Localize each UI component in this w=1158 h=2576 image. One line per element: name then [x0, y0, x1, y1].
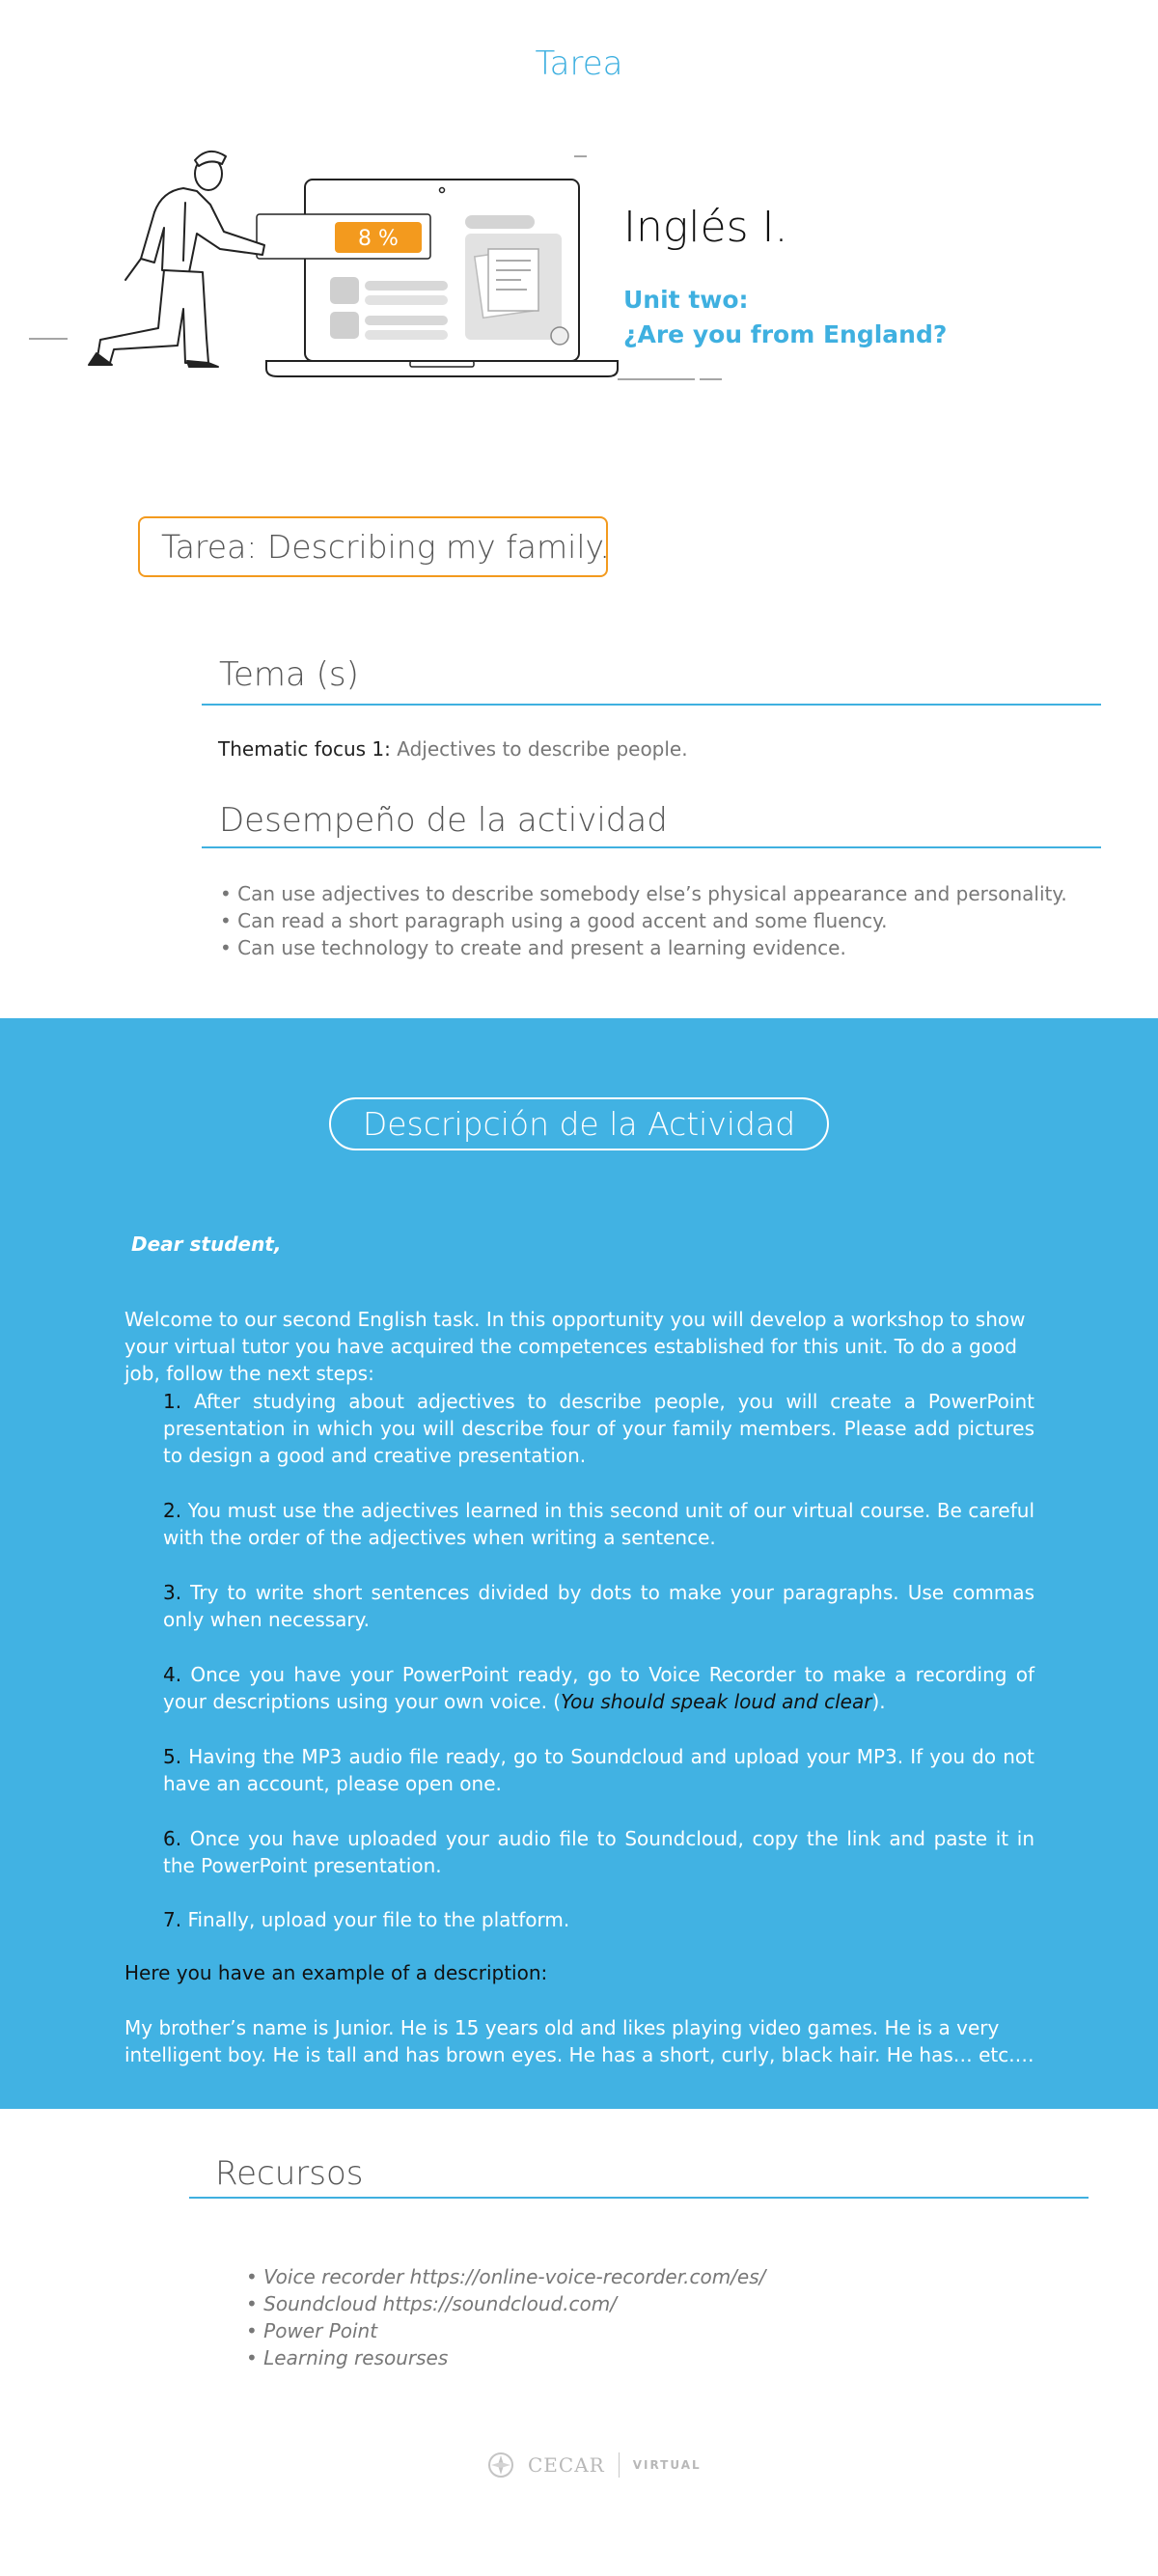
step-number: 4.	[163, 1663, 182, 1686]
step-number: 3.	[163, 1581, 182, 1604]
tema-divider	[202, 704, 1101, 706]
step-2	[163, 1497, 1034, 1551]
step-emphasis: You should speak loud and clear	[561, 1690, 872, 1713]
step-text: Once you have uploaded your audio file to Soundcloud, copy the link and paste it in the PowerPoint presentation.	[163, 1827, 1034, 1877]
list-item: • Soundcloud https://soundcloud.com/	[246, 2292, 618, 2315]
list-item: • Learning resourses	[246, 2346, 449, 2369]
list-item: • Can read a short paragraph using a good accent and some fluency.	[220, 909, 888, 932]
unit-subtitle: ¿Are you from England?	[623, 320, 948, 348]
footer-separator	[619, 2452, 620, 2478]
tema-heading: Tema (s)	[219, 655, 359, 694]
page-title: Tarea	[535, 44, 623, 83]
step-number: 6.	[163, 1827, 182, 1850]
step-5	[163, 1743, 1034, 1797]
step-4	[163, 1661, 1034, 1715]
step-6	[163, 1825, 1034, 1879]
recursos-list	[246, 2263, 765, 2371]
step-7	[163, 1906, 1034, 1933]
example-heading: Here you have an example of a description:	[124, 1961, 548, 1984]
intro-paragraph: Welcome to our second English task. In this opportunity you will develop a workshop to show your virtual tutor you have acquired the competences established for this unit. To do a good job, follow the next steps:	[124, 1308, 1026, 1385]
desempeno-divider	[202, 846, 1101, 848]
list-item: • Voice recorder https://online-voice-recorder.com/es/	[246, 2265, 766, 2288]
step-text: Try to write short sentences divided by dots to make your paragraphs. Use commas only when necessary.	[163, 1581, 1034, 1631]
step-3	[163, 1579, 1034, 1633]
list-item: • Can use adjectives to describe somebody else’s physical appearance and personality.	[220, 882, 1067, 905]
cecar-logo-icon	[487, 2451, 514, 2479]
recursos-heading: Recursos	[215, 2154, 364, 2193]
recursos-divider	[189, 2197, 1089, 2199]
hero-illustration	[19, 135, 753, 405]
desempeno-heading: Desempeño de la actividad	[219, 801, 668, 840]
step-tail: ).	[871, 1690, 886, 1713]
footer-virtual: VIRTUAL	[632, 2458, 702, 2472]
task-title-box: Tarea: Describing my family.	[138, 516, 608, 577]
step-text: Finally, upload your file to the platform.	[181, 1908, 570, 1931]
step-text: After studying about adjectives to describe people, you will create a PowerPoint presentation in which you will describe four of your family members. Please add pictures to design a good and creative presentation.	[163, 1390, 1034, 1467]
unit-label: Unit two:	[623, 286, 749, 314]
step-1	[163, 1388, 1034, 1469]
step-text: You must use the adjectives learned in this second unit of our virtual course. Be careful with the order of the adjectives when writing a sentence.	[163, 1499, 1034, 1549]
focus-value: Adjectives to describe people.	[397, 737, 688, 761]
course-title: Inglés I.	[623, 203, 788, 252]
description-section	[0, 1018, 1158, 2109]
example-text: My brother’s name is Junior. He is 15 years old and likes playing video games. He is a very intelligent boy. He is tall and has brown eyes. He has a short, curly, black hair. He has… etc.…	[124, 2016, 1034, 2066]
focus-key: Thematic focus 1:	[218, 737, 391, 761]
laptop-icon	[266, 180, 618, 376]
list-item: • Power Point	[246, 2319, 378, 2342]
footer-logo	[487, 2451, 702, 2479]
step-number: 2.	[163, 1499, 182, 1522]
progress-label: 8 %	[358, 227, 399, 251]
step-text: Having the MP3 audio file ready, go to Soundcloud and upload your MP3. If you do not have an account, please open one.	[163, 1745, 1034, 1795]
step-number: 1.	[163, 1390, 182, 1413]
thematic-focus	[218, 737, 688, 761]
greeting: Dear student,	[131, 1233, 282, 1256]
description-heading: Descripción de la Actividad	[329, 1097, 829, 1150]
list-item: • Can use technology to create and present a learning evidence.	[220, 936, 846, 959]
person-icon	[89, 152, 264, 367]
footer-brand: CECAR	[528, 2453, 605, 2477]
step-text: Once you have your PowerPoint ready, go to Voice Recorder to make a recording of your descriptions using your own voice. (	[163, 1663, 1034, 1713]
step-number: 7.	[163, 1908, 182, 1931]
desempeno-list	[220, 880, 1067, 961]
step-number: 5.	[163, 1745, 182, 1768]
